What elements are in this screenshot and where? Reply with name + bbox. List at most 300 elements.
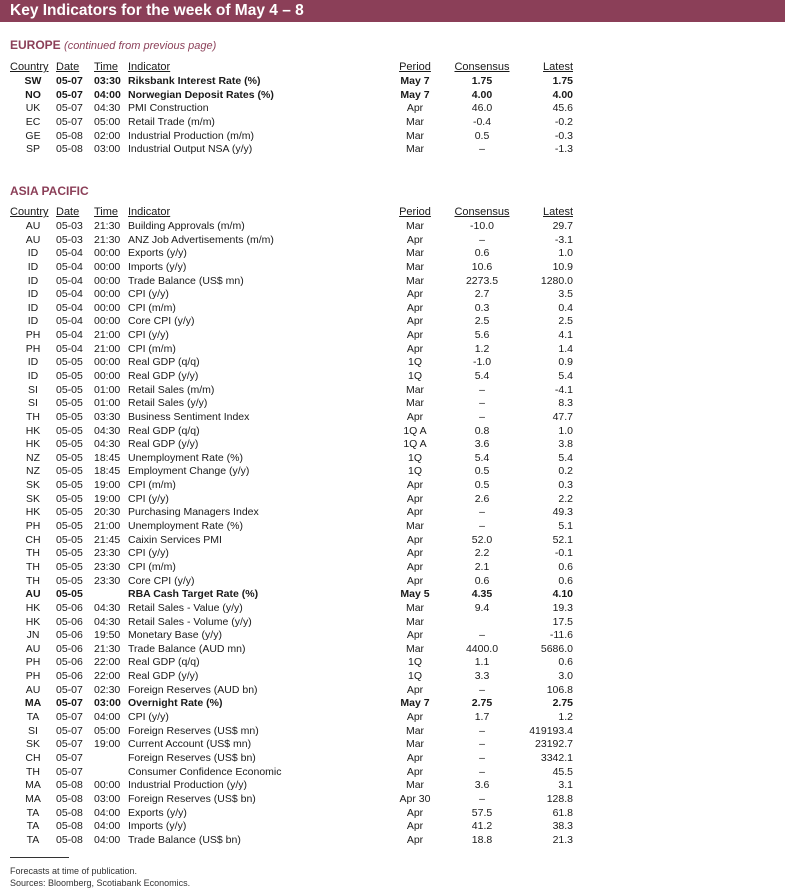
cell-time: 00:00 bbox=[94, 370, 121, 382]
cell-consensus: – bbox=[479, 410, 485, 423]
cell-country: HK bbox=[25, 615, 41, 628]
cell-date: 05-05 bbox=[56, 356, 83, 369]
asia-header-period: Period bbox=[399, 206, 431, 219]
table-row bbox=[10, 533, 573, 547]
cell-consensus: 52.0 bbox=[471, 533, 493, 546]
cell-time: 00:00 bbox=[94, 301, 121, 314]
cell-date: 05-05 bbox=[56, 560, 83, 573]
cell-latest: 47.7 bbox=[552, 410, 573, 423]
cell-date: 05-08 bbox=[56, 129, 83, 142]
cell-country: GE bbox=[25, 129, 41, 142]
cell-indicator: CPI (y/y) bbox=[128, 492, 169, 505]
cell-latest: -1.3 bbox=[554, 143, 573, 156]
cell-date: 05-06 bbox=[56, 601, 83, 614]
cell-time: 18:45 bbox=[94, 465, 121, 478]
cell-date: 05-05 bbox=[56, 438, 83, 451]
cell-date: 05-05 bbox=[56, 370, 83, 382]
cell-period: Apr bbox=[406, 410, 424, 423]
cell-period: Apr bbox=[406, 301, 424, 314]
europe-note: (continued from previous page) bbox=[64, 40, 217, 52]
cell-time: 04:00 bbox=[94, 820, 121, 833]
cell-indicator: Imports (y/y) bbox=[128, 820, 187, 833]
table-row bbox=[10, 102, 573, 116]
cell-time: 19:50 bbox=[94, 629, 121, 642]
cell-indicator: Purchasing Managers Index bbox=[128, 506, 259, 519]
cell-time: 04:30 bbox=[94, 601, 121, 614]
cell-period: Mar bbox=[405, 115, 425, 128]
cell-latest: 1.75 bbox=[552, 74, 573, 87]
cell-period: Apr bbox=[406, 233, 424, 246]
cell-consensus: – bbox=[479, 383, 485, 396]
cell-indicator: CPI (m/m) bbox=[128, 479, 176, 492]
cell-consensus: – bbox=[479, 683, 485, 696]
cell-latest: 1280.0 bbox=[540, 274, 573, 287]
cell-indicator: Trade Balance (US$ bn) bbox=[128, 833, 241, 846]
footnote-sources: Sources: Bloomberg, Scotiabank Economics. bbox=[10, 878, 191, 888]
cell-indicator: CPI (m/m) bbox=[128, 342, 176, 355]
cell-date: 05-03 bbox=[56, 233, 83, 246]
cell-period: Apr bbox=[406, 315, 424, 328]
cell-period: Mar bbox=[405, 397, 425, 410]
cell-country: JN bbox=[26, 629, 40, 642]
cell-latest: 1.0 bbox=[558, 424, 573, 437]
cell-period: 1Q A bbox=[403, 438, 427, 451]
cell-indicator: Current Account (US$ mn) bbox=[128, 738, 252, 751]
table-row bbox=[10, 315, 573, 329]
asia-header-row bbox=[10, 206, 573, 220]
cell-date: 05-07 bbox=[56, 738, 83, 751]
cell-country: SP bbox=[25, 143, 40, 156]
cell-period: May 7 bbox=[400, 74, 430, 87]
cell-date: 05-04 bbox=[56, 301, 83, 314]
europe-header-period: Period bbox=[399, 61, 431, 74]
cell-latest: 1.4 bbox=[558, 342, 573, 355]
cell-indicator: CPI (y/y) bbox=[128, 547, 169, 560]
cell-period: Apr 30 bbox=[399, 792, 431, 805]
cell-latest: 2.2 bbox=[558, 492, 573, 505]
cell-period: May 7 bbox=[400, 88, 430, 101]
cell-indicator: Industrial Output NSA (y/y) bbox=[128, 143, 253, 156]
cell-country: TA bbox=[26, 806, 40, 819]
cell-latest: 45.6 bbox=[552, 102, 573, 115]
cell-date: 05-05 bbox=[56, 547, 83, 560]
cell-date: 05-04 bbox=[56, 342, 83, 355]
cell-latest: 21.3 bbox=[552, 833, 573, 846]
cell-period: Apr bbox=[406, 329, 424, 342]
cell-date: 05-06 bbox=[56, 615, 83, 628]
cell-indicator: Real GDP (q/q) bbox=[128, 356, 200, 369]
cell-latest: 5686.0 bbox=[540, 642, 573, 655]
cell-time: 05:00 bbox=[94, 115, 121, 128]
europe-header-consensus: Consensus bbox=[454, 61, 510, 74]
cell-latest: 0.3 bbox=[558, 479, 573, 492]
cell-latest: 128.8 bbox=[546, 792, 573, 805]
cell-time: 02:30 bbox=[94, 683, 121, 696]
cell-consensus: 2.2 bbox=[474, 547, 490, 560]
cell-latest: 17.5 bbox=[552, 615, 573, 628]
cell-date: 05-06 bbox=[56, 629, 83, 642]
table-row bbox=[10, 247, 573, 261]
cell-indicator: ANZ Job Advertisements (m/m) bbox=[128, 233, 274, 246]
cell-indicator: PMI Construction bbox=[128, 102, 209, 115]
cell-latest: 10.9 bbox=[552, 260, 573, 273]
cell-country: ID bbox=[27, 370, 39, 382]
cell-indicator: CPI (y/y) bbox=[128, 288, 169, 301]
asia-indicators-table bbox=[10, 206, 573, 847]
cell-consensus: -1.0 bbox=[472, 356, 492, 369]
cell-indicator: CPI (m/m) bbox=[128, 301, 176, 314]
cell-time: 00:00 bbox=[94, 247, 121, 260]
cell-country: SW bbox=[24, 74, 42, 87]
cell-date: 05-05 bbox=[56, 410, 83, 423]
cell-country: SK bbox=[25, 738, 40, 751]
table-row bbox=[10, 274, 573, 288]
cell-country: AU bbox=[25, 642, 41, 655]
cell-time: 00:00 bbox=[94, 288, 121, 301]
asia-section-title bbox=[10, 184, 89, 198]
cell-consensus: – bbox=[479, 724, 485, 737]
cell-country: PH bbox=[25, 329, 41, 342]
cell-period: Apr bbox=[406, 288, 424, 301]
cell-latest: 52.1 bbox=[552, 533, 573, 546]
cell-country: TA bbox=[26, 833, 40, 846]
cell-date: 05-06 bbox=[56, 656, 83, 669]
table-row bbox=[10, 492, 573, 506]
cell-indicator: Industrial Production (m/m) bbox=[128, 129, 255, 142]
table-row bbox=[10, 129, 573, 143]
cell-time: 19:00 bbox=[94, 492, 121, 505]
cell-country: PH bbox=[25, 520, 41, 533]
europe-header-indicator: Indicator bbox=[128, 61, 171, 74]
cell-date: 05-05 bbox=[56, 588, 83, 601]
cell-time: 04:30 bbox=[94, 615, 121, 628]
cell-period: Apr bbox=[406, 820, 424, 833]
cell-indicator: Trade Balance (US$ mn) bbox=[128, 274, 244, 287]
cell-period: 1Q bbox=[407, 656, 422, 669]
cell-indicator: Real GDP (q/q) bbox=[128, 656, 200, 669]
cell-consensus: 1.75 bbox=[471, 74, 493, 87]
cell-period: May 5 bbox=[400, 588, 430, 601]
cell-time: 02:00 bbox=[94, 129, 121, 142]
cell-period: Mar bbox=[405, 520, 425, 533]
cell-period: Mar bbox=[405, 601, 425, 614]
table-row bbox=[10, 329, 573, 343]
cell-consensus: – bbox=[479, 751, 485, 764]
cell-time: 21:00 bbox=[94, 329, 121, 342]
cell-latest: 5.1 bbox=[558, 520, 573, 533]
cell-indicator: RBA Cash Target Rate (%) bbox=[128, 588, 259, 601]
asia-header-latest: Latest bbox=[543, 206, 573, 219]
cell-time: 04:30 bbox=[94, 438, 121, 451]
cell-country: AU bbox=[25, 588, 41, 601]
table-row bbox=[10, 806, 573, 820]
cell-time: 22:00 bbox=[94, 656, 121, 669]
cell-indicator: Real GDP (y/y) bbox=[128, 670, 199, 683]
cell-date: 05-05 bbox=[56, 383, 83, 396]
table-row bbox=[10, 465, 573, 479]
cell-latest: 4.10 bbox=[552, 588, 573, 601]
cell-time: 04:00 bbox=[94, 711, 121, 724]
cell-date: 05-08 bbox=[56, 792, 83, 805]
cell-consensus: 2273.5 bbox=[465, 274, 499, 287]
cell-consensus: 3.6 bbox=[474, 438, 490, 451]
cell-date: 05-08 bbox=[56, 143, 83, 156]
cell-country: SK bbox=[25, 479, 40, 492]
cell-date: 05-07 bbox=[56, 115, 83, 128]
cell-country: AU bbox=[25, 683, 41, 696]
cell-consensus: – bbox=[479, 506, 485, 519]
europe-header-time: Time bbox=[94, 61, 119, 74]
cell-time: 03:00 bbox=[94, 792, 121, 805]
cell-date: 05-07 bbox=[56, 74, 83, 87]
cell-time: 19:00 bbox=[94, 738, 121, 751]
cell-latest: 3342.1 bbox=[540, 751, 573, 764]
cell-period: Mar bbox=[405, 260, 425, 273]
cell-country: UK bbox=[25, 102, 41, 115]
cell-consensus: 5.4 bbox=[474, 370, 490, 382]
cell-latest: -11.6 bbox=[549, 629, 573, 642]
table-row bbox=[10, 301, 573, 315]
cell-consensus: – bbox=[479, 765, 485, 778]
cell-consensus: 3.6 bbox=[474, 779, 490, 792]
cell-time: 03:00 bbox=[94, 143, 121, 156]
cell-indicator: Building Approvals (m/m) bbox=[128, 219, 245, 232]
cell-consensus: – bbox=[479, 629, 485, 642]
cell-period: Apr bbox=[406, 806, 424, 819]
asia-header-consensus: Consensus bbox=[454, 206, 510, 219]
cell-date: 05-04 bbox=[56, 315, 83, 328]
cell-country: TH bbox=[26, 560, 40, 573]
table-row bbox=[10, 261, 573, 275]
cell-country: SI bbox=[28, 397, 38, 410]
cell-consensus: 2.1 bbox=[474, 560, 490, 573]
europe-header-latest: Latest bbox=[543, 61, 573, 74]
cell-time: 21:45 bbox=[94, 533, 121, 546]
cell-consensus bbox=[446, 615, 518, 629]
cell-date: 05-06 bbox=[56, 670, 83, 683]
cell-latest: 3.8 bbox=[558, 438, 573, 451]
cell-time: 21:30 bbox=[94, 642, 121, 655]
cell-consensus: – bbox=[479, 792, 485, 805]
table-row bbox=[10, 411, 573, 425]
cell-indicator: Real GDP (y/y) bbox=[128, 438, 199, 451]
cell-consensus: 1.1 bbox=[474, 656, 490, 669]
cell-indicator: CPI (y/y) bbox=[128, 711, 169, 724]
cell-period: 1Q A bbox=[403, 424, 427, 437]
table-row bbox=[10, 342, 573, 356]
cell-time: 20:30 bbox=[94, 506, 121, 519]
europe-header-country: Country bbox=[10, 61, 49, 74]
cell-indicator: Caixin Services PMI bbox=[128, 533, 222, 546]
cell-period: Apr bbox=[406, 102, 424, 115]
table-row bbox=[10, 670, 573, 684]
cell-country: EC bbox=[25, 115, 41, 128]
cell-latest: 61.8 bbox=[552, 806, 573, 819]
cell-date: 05-05 bbox=[56, 424, 83, 437]
cell-date: 05-08 bbox=[56, 833, 83, 846]
cell-period: Mar bbox=[405, 383, 425, 396]
cell-latest: 419193.4 bbox=[529, 724, 573, 737]
cell-consensus: – bbox=[479, 738, 485, 751]
cell-country: NO bbox=[25, 88, 41, 101]
cell-indicator: Exports (y/y) bbox=[128, 247, 187, 260]
cell-country: TH bbox=[26, 574, 40, 587]
cell-latest: 3.1 bbox=[558, 779, 573, 792]
cell-time: 01:00 bbox=[94, 383, 121, 396]
cell-date: 05-07 bbox=[56, 102, 83, 115]
table-row bbox=[10, 424, 573, 438]
cell-latest: 19.3 bbox=[552, 601, 573, 614]
cell-period: May 7 bbox=[400, 697, 430, 710]
cell-country: CH bbox=[25, 751, 41, 764]
cell-country: ID bbox=[27, 315, 39, 328]
cell-indicator: Unemployment Rate (%) bbox=[128, 520, 243, 533]
cell-period: 1Q bbox=[407, 670, 422, 683]
table-row bbox=[10, 520, 573, 534]
cell-indicator: Imports (y/y) bbox=[128, 260, 187, 273]
cell-consensus: – bbox=[479, 520, 485, 533]
cell-period: Mar bbox=[405, 779, 425, 792]
table-row bbox=[10, 88, 573, 102]
cell-time: 04:30 bbox=[94, 424, 121, 437]
table-row bbox=[10, 602, 573, 616]
cell-latest: 1.0 bbox=[558, 247, 573, 260]
cell-time: 21:30 bbox=[94, 233, 121, 246]
cell-period: Mar bbox=[405, 219, 425, 232]
cell-time: 21:00 bbox=[94, 520, 121, 533]
cell-consensus: 5.4 bbox=[474, 451, 490, 464]
asia-header-date: Date bbox=[56, 206, 80, 219]
cell-consensus: 57.5 bbox=[471, 806, 493, 819]
cell-consensus: 0.5 bbox=[474, 479, 490, 492]
cell-latest: 0.6 bbox=[558, 574, 573, 587]
cell-time: 04:00 bbox=[94, 833, 121, 846]
europe-indicators-table bbox=[10, 61, 573, 156]
cell-period: Apr bbox=[406, 342, 424, 355]
cell-date: 05-05 bbox=[56, 492, 83, 505]
cell-period: Apr bbox=[406, 547, 424, 560]
cell-time: 01:00 bbox=[94, 397, 121, 410]
cell-indicator: Consumer Confidence Economic bbox=[128, 765, 282, 778]
cell-indicator: Unemployment Rate (%) bbox=[128, 451, 243, 464]
table-row bbox=[10, 724, 573, 738]
cell-country: AU bbox=[25, 233, 41, 246]
cell-period: Apr bbox=[406, 574, 424, 587]
europe-title: EUROPE bbox=[10, 38, 61, 52]
table-row bbox=[10, 452, 573, 466]
cell-period: Mar bbox=[405, 738, 425, 751]
cell-indicator: Norwegian Deposit Rates (%) bbox=[128, 88, 274, 101]
table-row bbox=[10, 683, 573, 697]
table-row bbox=[10, 793, 573, 807]
cell-country: CH bbox=[25, 533, 41, 546]
table-row bbox=[10, 711, 573, 725]
cell-latest: 2.75 bbox=[552, 697, 573, 710]
cell-latest: 4.1 bbox=[558, 329, 573, 342]
cell-date: 05-07 bbox=[56, 751, 83, 764]
cell-country: ID bbox=[27, 274, 39, 287]
cell-consensus: 4.35 bbox=[471, 588, 493, 601]
cell-consensus: 5.6 bbox=[474, 329, 490, 342]
cell-time: 04:00 bbox=[94, 88, 121, 101]
cell-country: MA bbox=[25, 779, 41, 792]
table-row bbox=[10, 738, 573, 752]
cell-date: 05-04 bbox=[56, 329, 83, 342]
cell-date: 05-08 bbox=[56, 820, 83, 833]
cell-period: Apr bbox=[406, 751, 424, 764]
cell-indicator: Real GDP (y/y) bbox=[128, 370, 199, 382]
cell-indicator: Trade Balance (AUD mn) bbox=[128, 642, 246, 655]
cell-period: Apr bbox=[406, 765, 424, 778]
table-row bbox=[10, 574, 573, 588]
cell-latest: 106.8 bbox=[546, 683, 573, 696]
cell-consensus: 0.3 bbox=[474, 301, 490, 314]
cell-latest: 0.9 bbox=[558, 356, 573, 369]
cell-country: TH bbox=[26, 765, 40, 778]
cell-latest: -0.3 bbox=[554, 129, 573, 142]
cell-consensus: 2.5 bbox=[474, 315, 490, 328]
cell-period: Mar bbox=[405, 724, 425, 737]
table-row bbox=[10, 116, 573, 130]
table-row bbox=[10, 697, 573, 711]
cell-indicator: Real GDP (q/q) bbox=[128, 424, 200, 437]
cell-latest: -3.1 bbox=[554, 233, 573, 246]
cell-consensus: 0.5 bbox=[474, 129, 490, 142]
cell-country: SI bbox=[28, 383, 38, 396]
cell-indicator: Retail Sales - Value (y/y) bbox=[128, 601, 243, 614]
cell-time: 23:30 bbox=[94, 547, 121, 560]
cell-period: 1Q bbox=[407, 451, 422, 464]
cell-time bbox=[94, 752, 128, 766]
cell-indicator: Monetary Base (y/y) bbox=[128, 629, 222, 642]
cell-time: 03:00 bbox=[94, 697, 121, 710]
cell-period: Mar bbox=[405, 615, 425, 628]
cell-consensus: 9.4 bbox=[474, 601, 490, 614]
cell-time: 04:30 bbox=[94, 102, 121, 115]
cell-latest: 8.3 bbox=[558, 397, 573, 410]
cell-latest: 0.2 bbox=[558, 465, 573, 478]
cell-latest: 1.2 bbox=[558, 711, 573, 724]
cell-time: 04:00 bbox=[94, 806, 121, 819]
cell-country: HK bbox=[25, 506, 41, 519]
cell-consensus: 0.5 bbox=[474, 465, 490, 478]
cell-country: MA bbox=[24, 697, 42, 710]
cell-country: NZ bbox=[26, 451, 40, 464]
cell-date: 05-06 bbox=[56, 642, 83, 655]
cell-country: ID bbox=[27, 288, 39, 301]
table-row bbox=[10, 383, 573, 397]
cell-consensus: 2.75 bbox=[471, 697, 493, 710]
cell-indicator: Retail Sales (y/y) bbox=[128, 397, 208, 410]
cell-latest: 0.4 bbox=[558, 301, 573, 314]
cell-consensus: 4400.0 bbox=[465, 642, 499, 655]
cell-period: Apr bbox=[406, 506, 424, 519]
cell-date: 05-05 bbox=[56, 397, 83, 410]
table-row bbox=[10, 779, 573, 793]
table-row bbox=[10, 588, 573, 602]
cell-country: MA bbox=[25, 792, 41, 805]
asia-header-indicator: Indicator bbox=[128, 206, 171, 219]
cell-date: 05-07 bbox=[56, 711, 83, 724]
cell-consensus: – bbox=[479, 233, 485, 246]
footnote-forecasts: Forecasts at time of publication. bbox=[10, 866, 138, 876]
cell-time: 03:30 bbox=[94, 74, 121, 87]
cell-country: TH bbox=[26, 410, 40, 423]
cell-indicator: CPI (y/y) bbox=[128, 329, 169, 342]
cell-country: HK bbox=[25, 438, 41, 451]
cell-indicator: Exports (y/y) bbox=[128, 806, 187, 819]
cell-date: 05-04 bbox=[56, 247, 83, 260]
